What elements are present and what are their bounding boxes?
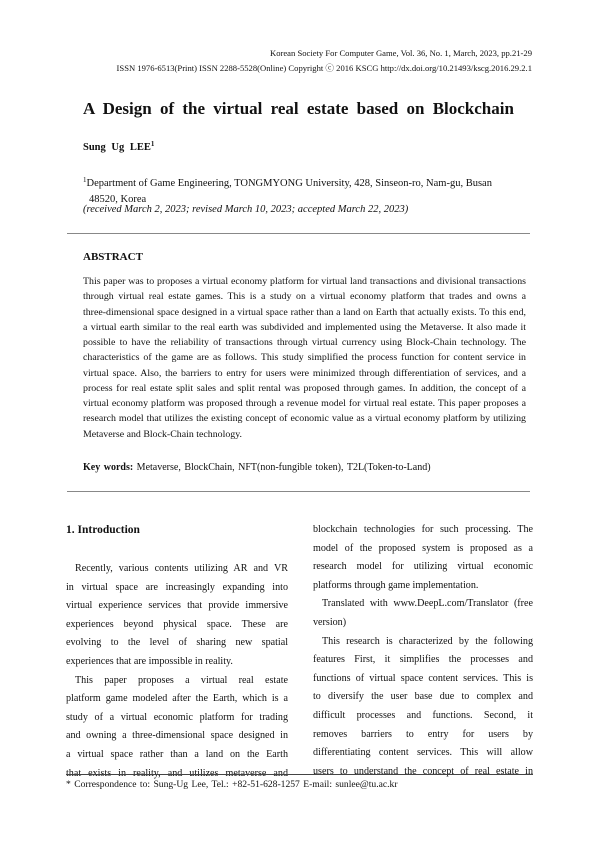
left-column-line: platform game modeled after the Earth, which is a — [66, 693, 288, 705]
abstract-line: virtual space. Also, the barriers to entry for users were minimized through differentiation of services, and a — [83, 367, 526, 379]
abstract-line: This paper was to proposes a virtual economy platform for virtual land transactions and divisional transactions — [83, 276, 526, 287]
right-column-line: users to understand the concept of real estate in — [313, 765, 533, 777]
keywords — [83, 462, 431, 473]
abstract-line: possible to have the reliability of transactions through virtual currency using Block-Chain technology. The — [83, 337, 526, 348]
affiliation — [83, 172, 503, 208]
left-column-line: experiences that are impossible in reality. — [66, 655, 233, 667]
left-column-line: in virtual space are increasingly expanding into — [66, 581, 288, 593]
abstract-body — [83, 274, 526, 442]
left-column-line: This paper proposes a virtual real estate — [75, 674, 288, 686]
author-name: Sung Ug LEE — [83, 142, 151, 153]
right-column-line: differentiating content services. This will allow — [313, 747, 533, 759]
right-column-line: platforms through game implementation. — [313, 579, 479, 591]
left-column-line: study of a virtual economic platform for trading — [66, 711, 288, 723]
right-column-line: difficult processes and functions. Second, it — [313, 709, 533, 721]
left-column-line: virtual experience services that provide immersive — [66, 600, 288, 612]
right-column-line: functions of virtual space content services. This is — [313, 672, 533, 684]
left-column-line: that exists in reality, and utilizes metaverse and — [66, 767, 288, 779]
right-column-line: model of the proposed system is proposed as a — [313, 542, 533, 554]
section-heading: 1. Introduction — [66, 524, 140, 536]
divider-bottom — [67, 491, 530, 492]
right-column-line: version) — [313, 616, 347, 628]
footnote-rule — [66, 774, 533, 775]
left-column-line: Recently, various contents utilizing AR and VR — [75, 563, 288, 574]
abstract-line: virtual economy platform was proposed through a revenue model for virtual real estate. This paper proposes a — [83, 398, 526, 409]
left-column-line: evolving to the level of sharing new spatial — [66, 637, 288, 649]
divider-top — [67, 233, 530, 234]
right-column-line: to diversify the user base due to complex and — [313, 691, 533, 703]
author-mark: 1 — [150, 140, 155, 148]
keywords-label: Key words: — [83, 462, 134, 473]
footnote: * Correspondence to: Sung-Ug Lee, Tel.: +82-51-628-1257 E-mail: sunlee@tu.ac.kr — [66, 779, 398, 790]
abstract-line: characteristics of the game are as follows. This study simplified the process function for content service in — [83, 352, 526, 364]
paper-title: A Design of the virtual real estate based on Blockchain — [83, 99, 514, 118]
right-column-line: research model for utilizing virtual economic — [313, 561, 533, 573]
right-column-line: Translated with www.DeepL.com/Translator (free — [322, 598, 533, 610]
keywords-text: Metaverse, BlockChain, NFT(non-fungible token), T2L(Token-to-Land) — [136, 462, 431, 473]
right-column-line: This research is characterized by the following — [322, 635, 533, 647]
abstract-heading: ABSTRACT — [83, 251, 143, 263]
received-dates: (received March 2, 2023; revised March 10, 2023; accepted March 22, 2023) — [83, 204, 409, 215]
abstract-line: research model that utilizes the existing concept of economic value as a virtual economy platform by utilizing — [83, 413, 526, 425]
abstract-line: Metaverse and Block-Chain technology. — [83, 428, 242, 440]
abstract-line: a virtual earth similar to the real earth was subdivided and implemented using the Metaverse. It also made it — [83, 321, 526, 333]
abstract-line: through virtual real estate games. This is a study on a virtual economy platform that trades and owns a — [83, 291, 526, 303]
left-column-line: and owning a three-dimensional space designed in — [66, 730, 288, 742]
right-column-line: features First, it simplifies the processes and — [313, 654, 533, 666]
left-column-line: experiences beyond physical space. These are — [66, 618, 288, 630]
abstract-line: three-dimensional space designed in a virtual space rather than a land on Earth that actually exists. To this end, — [83, 306, 526, 318]
affiliation-line-2: 48520, Korea — [89, 194, 147, 205]
affiliation-mark: 1 — [83, 176, 87, 184]
affiliation-line-1: Department of Game Engineering, TONGMYONG University, 428, Sinseon-ro, Nam-gu, Busan — [86, 178, 492, 189]
left-column — [66, 560, 288, 783]
right-column-line: blockchain technologies for such processing. The — [313, 524, 533, 535]
author-line — [83, 140, 154, 153]
issn-header: ISSN 1976-6513(Print) ISSN 2288-5528(Online) Copyright ⓒ 2016 KSCG http://dx.doi.org/10.21493/kscg.2016.29.2.1 — [116, 63, 532, 73]
journal-header: Korean Society For Computer Game, Vol. 36, No. 1, March, 2023, pp.21-29 — [270, 48, 532, 58]
right-column — [313, 521, 533, 781]
left-column-line: a virtual space rather than a land on the Earth — [66, 748, 288, 760]
right-column-line: removes barriers to entry for users by — [313, 728, 533, 740]
abstract-line: process for real estate split sales and split rental was proposed through games. In addition, the concept of a — [83, 382, 526, 394]
